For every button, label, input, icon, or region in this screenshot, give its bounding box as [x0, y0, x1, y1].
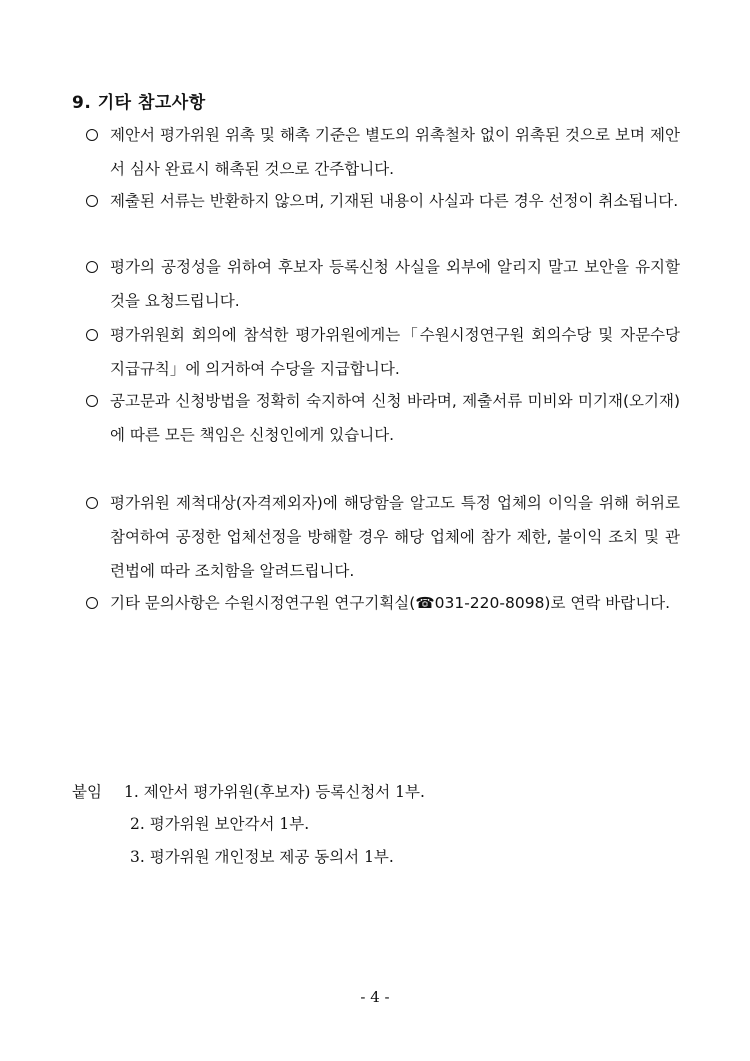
circle-bullet-icon [82, 486, 110, 509]
list-item [82, 486, 680, 588]
list-item-text: 평가위원 제척대상(자격제외자)에 해당함을 알고도 특정 업체의 이익을 위해 허위로 참여하여 공정한 업체선정을 방해할 경우 해당 업체에 참가 제한, 불이익 조치 및 관련법에 따라 조치함을 알려드립니다. [110, 494, 680, 580]
list-item-text: 기타 문의사항은 수원시정연구원 연구기획실(☎031-220-8098)로 연락 바랍니다. [110, 594, 671, 612]
list-item [82, 118, 680, 186]
list-item [82, 586, 680, 620]
list-item-text: 제안서 평가위원 위촉 및 해촉 기준은 별도의 위촉철차 없이 위촉된 것으로 보며 제안서 심사 완료시 해촉된 것으로 간주합니다. [110, 126, 680, 178]
list-item-text: 제출된 서류는 반환하지 않으며, 기재된 내용이 사실과 다른 경우 선정이 취소됩니다. [110, 192, 679, 210]
circle-bullet-icon [82, 250, 110, 273]
circle-bullet-icon [82, 384, 110, 407]
circle-bullet-icon [82, 586, 110, 609]
circle-bullet-icon [82, 118, 110, 141]
list-item-text: 평가위원회 회의에 참석한 평가위원에게는「수원시정연구원 회의수당 및 자문수당 지급규칙」에 의거하여 수당을 지급합니다. [110, 326, 680, 378]
list-item [82, 384, 680, 452]
attachment-item: 2. 평가위원 보안각서 1부. [130, 815, 310, 833]
attachment-label: 붙임 [72, 783, 102, 801]
attachment-item: 3. 평가위원 개인정보 제공 동의서 1부. [130, 848, 394, 866]
circle-bullet-icon [82, 318, 110, 341]
section-title: 9. 기타 참고사항 [72, 93, 206, 113]
list-item [82, 318, 680, 386]
list-item [82, 250, 680, 318]
list-item-text: 평가의 공정성을 위하여 후보자 등록신청 사실을 외부에 알리지 말고 보안을 유지할 것을 요청드립니다. [110, 258, 680, 310]
attachment-item: 1. 제안서 평가위원(후보자) 등록신청서 1부. [124, 783, 425, 801]
page-number: - 4 - [360, 988, 390, 1006]
list-item [82, 184, 680, 218]
circle-bullet-icon [82, 184, 110, 207]
list-item-text: 공고문과 신청방법을 정확히 숙지하여 신청 바라며, 제출서류 미비와 미기재(오기재)에 따른 모든 책임은 신청인에게 있습니다. [110, 392, 680, 444]
